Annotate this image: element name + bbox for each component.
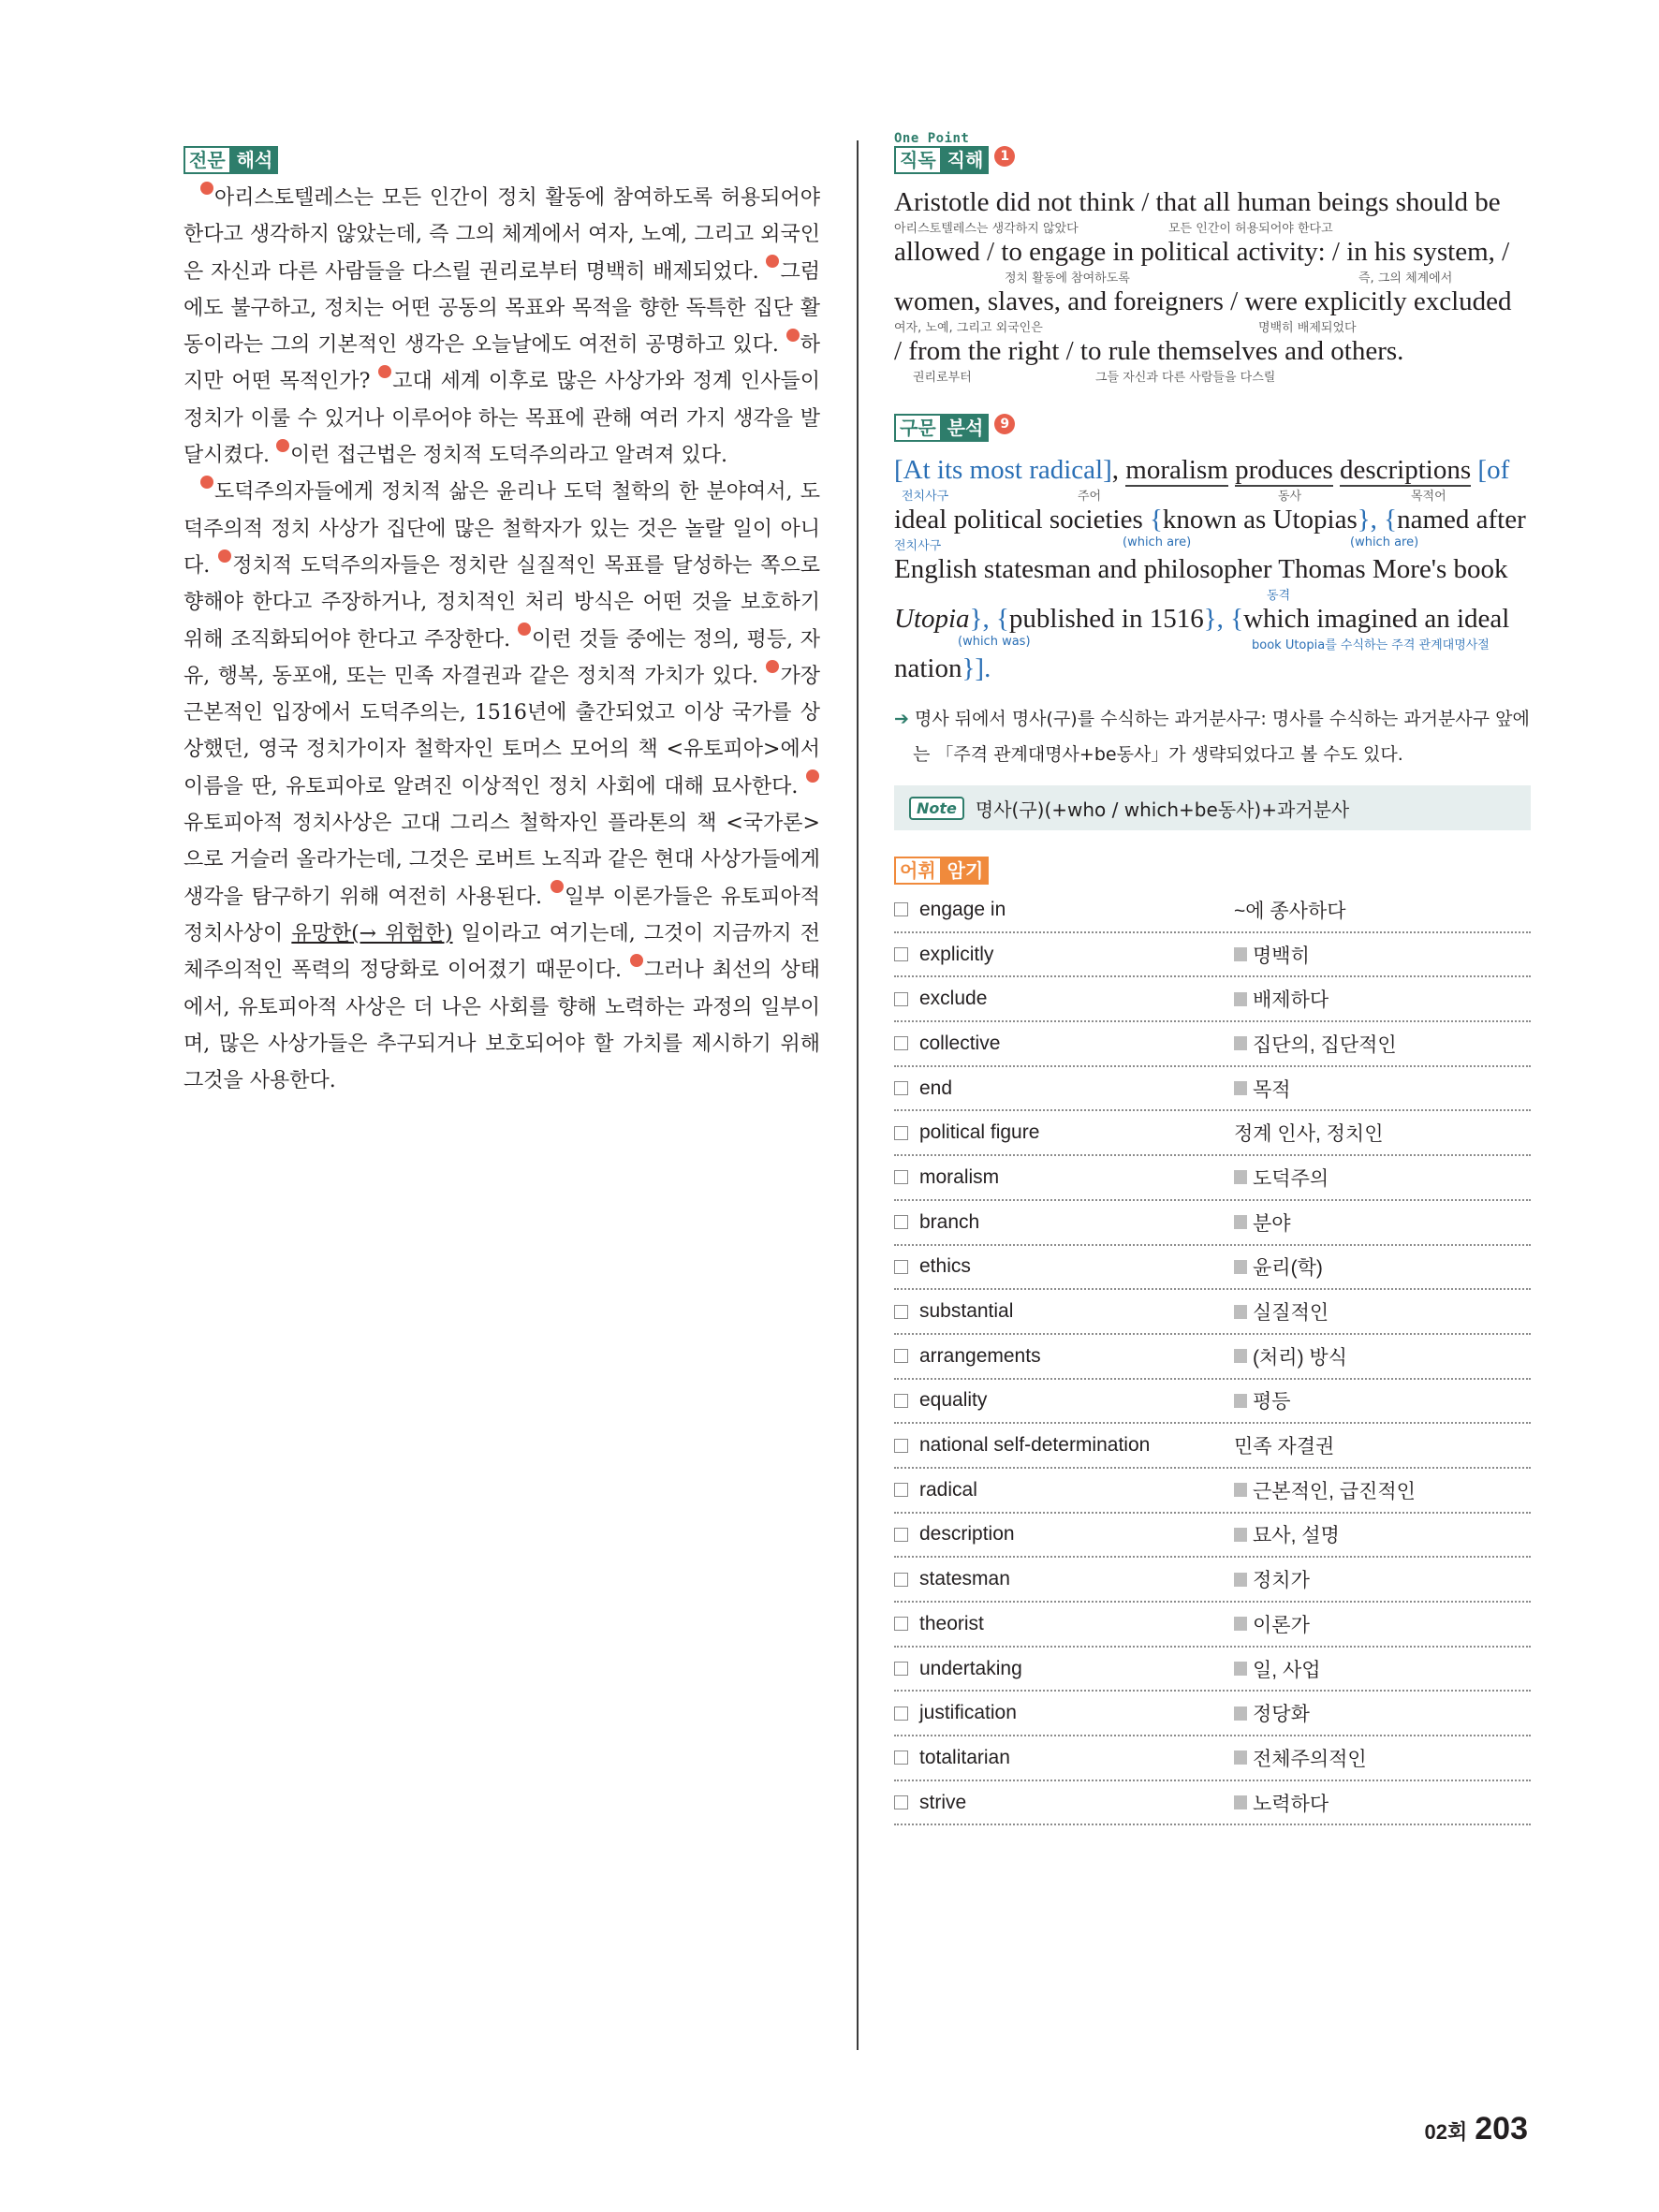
vocab-row (894, 1156, 1531, 1201)
section-tag-analysis (894, 414, 1015, 442)
sentence-7: 정치적 도덕주의자들은 정치란 실질적인 목표를 달성하는 쪽으로 향해야 한다고 주장하거나, 정치적인 처리 방식은 어떤 것을 보호하기 위해 조직화되어야 한다고 주장한다. (184, 553, 821, 652)
part-of-speech-icon (1234, 1795, 1247, 1809)
sentence-5: 이런 접근법은 정치적 도덕주의라고 알려져 있다. (290, 444, 728, 468)
sentence-marker (518, 623, 531, 636)
vocab-word: engage in (919, 898, 1006, 920)
gloss-line-4 (894, 367, 1531, 386)
gloss: 권리로부터 (913, 371, 972, 385)
part-of-speech-icon (1234, 1215, 1247, 1229)
full-translation-section (184, 146, 820, 1099)
part-of-speech-icon (1234, 992, 1247, 1006)
sentence-1: 아리스토텔레스는 모든 인간이 정치 활동에 참여하도록 허용되어야 한다고 생각하지 않았는데, 즉 그의 체계에서 여자, 노예, 그리고 외국인은 자신과 다른 사람들을 다스릴 권리로부터 명백히 배제되었다. (184, 186, 820, 284)
checkbox-icon[interactable] (894, 1483, 908, 1497)
vocab-meaning (1234, 1655, 1321, 1683)
note-text: 명사 뒤에서 명사(구)를 수식하는 과거분사구: 명사를 수식하는 과거분사구 앞에 (914, 709, 1530, 729)
vocab-word: description (919, 1523, 1015, 1545)
translation-paragraph-1 (184, 180, 820, 474)
gloss: 전치사구 (894, 539, 942, 553)
vocab-meaning-text: 집단의, 집단적인 (1253, 1033, 1397, 1056)
gloss: book Utopia를 수식하는 주격 관계대명사절 (1252, 638, 1490, 652)
vocab-row (894, 1424, 1531, 1469)
vocab-word: moralism (919, 1165, 1000, 1188)
checkbox-icon[interactable] (894, 1439, 908, 1453)
checkbox-icon[interactable] (894, 947, 908, 961)
vocab-row (894, 1558, 1531, 1603)
vocab-meaning-text: 정치가 (1253, 1570, 1310, 1592)
prep-phrase-open: [of (1471, 455, 1510, 485)
checkbox-icon[interactable] (894, 1215, 908, 1229)
analysis-gloss-3 (894, 585, 1531, 604)
vocab-row (894, 1201, 1531, 1246)
test-round: 02회 (1424, 2120, 1468, 2144)
vocab-word: statesman (919, 1568, 1010, 1590)
vocab-word: arrangements (919, 1344, 1041, 1367)
part-of-speech-icon (1234, 1662, 1247, 1676)
part-of-speech-icon (1234, 1394, 1247, 1408)
note-label: Note (909, 797, 964, 820)
tag-label-white: 어휘 (894, 857, 942, 885)
gloss: 목적어 (1411, 490, 1446, 504)
vocab-meaning (1234, 896, 1346, 924)
space (1228, 455, 1235, 485)
vocab-row (894, 1469, 1531, 1514)
vocab-row (894, 1111, 1531, 1156)
vocab-word: theorist (919, 1612, 984, 1634)
tag-label-orange: 암기 (942, 857, 990, 885)
sentence-number-badge: 1 (994, 146, 1015, 167)
brace: }, { (1203, 604, 1244, 634)
gloss: 주어 (1078, 490, 1102, 504)
vocab-meaning-text: (처리) 방식 (1253, 1346, 1347, 1369)
sentence-marker (200, 476, 213, 489)
checkbox-icon[interactable] (894, 1126, 908, 1140)
gloss: (which are) (1123, 535, 1192, 549)
object: descriptions (1340, 455, 1472, 485)
translation-paragraph-2 (184, 474, 820, 1099)
reading-line-4: / from the right / to rule themselves and others. (894, 336, 1404, 366)
gloss-line-3 (894, 317, 1531, 336)
right-column (894, 131, 1531, 1825)
note-box (894, 785, 1531, 830)
vocab-row (894, 1022, 1531, 1067)
section-tag-translation (184, 146, 278, 174)
sentence-12: 그러나 최선의 상태에서, 유토피아적 사상은 더 나은 사회를 향해 노력하는 과정의 일부이며, 많은 사상가들은 추구되거나 보호되어야 할 가치를 제시하기 위해 그것을 사용한다. (184, 959, 820, 1093)
checkbox-icon[interactable] (894, 1394, 908, 1408)
vocab-row (894, 933, 1531, 978)
page-footer (1425, 2111, 1528, 2147)
gloss: 전치사구 (902, 490, 949, 504)
sentence-marker (786, 329, 800, 342)
vocab-meaning (1234, 1431, 1334, 1459)
vocab-word: ethics (919, 1255, 971, 1278)
vocab-meaning (1234, 1386, 1291, 1414)
part-of-speech-icon (1234, 1483, 1247, 1497)
sentence-marker (276, 439, 289, 452)
gloss: 동사 (1278, 490, 1302, 504)
vocab-row (894, 1648, 1531, 1692)
sentence-marker (766, 660, 779, 673)
gloss: 여자, 노예, 그리고 외국인은 (894, 321, 1043, 335)
sentence-marker (766, 255, 779, 268)
checkbox-icon[interactable] (894, 1662, 908, 1676)
vocab-meaning-text: 실질적인 (1253, 1302, 1329, 1325)
vocab-row (894, 1380, 1531, 1425)
part-of-speech-icon (1234, 1707, 1247, 1721)
vocab-row (894, 1736, 1531, 1781)
vocab-word: undertaking (919, 1657, 1022, 1679)
part-of-speech-icon (1234, 1305, 1247, 1319)
vocab-meaning-text: 윤리(학) (1253, 1257, 1323, 1280)
part-of-speech-icon (1234, 1260, 1247, 1274)
sentence-8: 이런 것들 중에는 정의, 평등, 자유, 행복, 동포애, 또는 민족 자결권과 같은 정치적 가치가 있다. (184, 627, 820, 688)
sentence-11a: 일부 이론가들은 유토피아적 정치사상이 (184, 885, 820, 945)
vocab-meaning-text: 묘사, 설명 (1253, 1525, 1340, 1547)
vocab-meaning (1234, 1565, 1310, 1593)
gloss: 명백히 배제되었다 (1258, 321, 1357, 335)
part-of-speech-icon (1234, 1573, 1247, 1587)
vocab-word: exclude (919, 988, 988, 1010)
tag-label-white: 직독 (894, 146, 942, 174)
vocab-meaning (1234, 1164, 1329, 1192)
relative-clause: which imagined an ideal (1243, 604, 1510, 634)
note-line (894, 701, 1531, 737)
vocab-meaning-text: 전체주의적인 (1253, 1748, 1367, 1770)
vocab-meaning (1234, 1789, 1329, 1817)
vocab-meaning (1234, 985, 1329, 1013)
reading-line-3: women, slaves, and foreigners / were explicitly excluded (894, 286, 1512, 316)
sentence-analysis-section (894, 414, 1531, 830)
sentence-marker (200, 182, 213, 195)
part-of-speech-icon (1234, 947, 1247, 961)
tag-label-green: 분석 (942, 414, 990, 442)
sentence-marker (806, 769, 819, 783)
vocab-meaning-text: 배제하다 (1253, 989, 1329, 1012)
vocab-meaning (1234, 1075, 1291, 1103)
sentence-marker (630, 954, 643, 967)
vocab-row (894, 888, 1531, 933)
subject: moralism (1125, 455, 1228, 485)
checkbox-icon[interactable] (894, 1528, 908, 1542)
gloss: 그들 자신과 다른 사람들을 다스릴 (1095, 371, 1276, 385)
vocab-word: national self-determination (919, 1434, 1151, 1457)
brace: }]. (962, 653, 991, 683)
vocabulary-section (894, 857, 1531, 1825)
brace: }, { (1357, 505, 1398, 535)
checkbox-icon[interactable] (894, 1751, 908, 1765)
analysis-line-3: English statesman and philosopher Thomas More's book (894, 554, 1508, 584)
grammar-note (894, 701, 1531, 772)
reading-line-2: allowed / to engage in political activity: / in his system, / (894, 237, 1510, 267)
vocab-meaning (1234, 1342, 1347, 1370)
vocab-meaning-text: 도덕주의 (1253, 1167, 1329, 1190)
vocab-meaning-text: 근본적인, 급진적인 (1253, 1480, 1416, 1502)
part-of-speech-icon (1234, 1617, 1247, 1631)
sentence-6: 도덕주의자들에게 정치적 삶은 윤리나 도덕 철학의 한 분야여서, 도덕주의적 정치 사상가 집단에 많은 철학자가 있는 것은 놀랄 일이 아니다. (184, 480, 820, 578)
vocab-row (894, 1067, 1531, 1112)
tag-label-white: 구문 (894, 414, 942, 442)
vocab-word: strive (919, 1791, 967, 1813)
analysis-gloss-2 (894, 535, 1531, 554)
sentence-2: 그럼에도 불구하고, 정치는 어떤 공동의 목표와 목적을 향한 독특한 집단 활동이라는 그의 기본적인 생각은 오늘날에도 여전히 공명하고 있다. (184, 259, 820, 358)
gloss: 정치 활동에 참여하도록 (1005, 271, 1130, 286)
vocab-word: equality (919, 1389, 988, 1412)
vocab-word: explicitly (919, 943, 994, 965)
sentence-marker (551, 880, 564, 893)
part-of-speech-icon (1234, 1349, 1247, 1363)
sentence-11b: 일이라고 여기는데, 그것이 지금까지 전체주의적인 폭력의 정당화로 이어졌기 때문이다. (184, 921, 820, 983)
vocab-row (894, 1692, 1531, 1736)
sentence-10: 유토피아적 정치사상은 고대 그리스 철학자인 플라톤의 책 <국가론>으로 거슬러 올라가는데, 그것은 로버트 노직과 같은 현대 사상가들에게 생각을 탐구하기 위해 여전히 사용된다. (184, 812, 820, 909)
sentence-marker (218, 549, 231, 563)
vocab-meaning-text: 분야 (1253, 1212, 1291, 1235)
vocab-meaning (1234, 1699, 1310, 1727)
vocab-row (894, 1514, 1531, 1559)
analysis-line-4 (894, 604, 1531, 635)
vocab-meaning-text: 평등 (1253, 1391, 1291, 1414)
gloss: (which was) (958, 635, 1031, 649)
vocab-meaning (1234, 1610, 1310, 1638)
participle-phrase: published in 1516 (1008, 604, 1204, 634)
analysis-line-1 (894, 455, 1531, 486)
analysis-gloss-1 (894, 486, 1531, 505)
sentence-9: 가장 근본적인 입장에서 도덕주의는, 1516년에 출간되었고 이상 국가를 상상했던, 영국 정치가이자 철학자인 토머스 모어의 책 <유토피아>에서 이름을 딴, 유토피아로 알려진 이상적인 정치 사회에 대해 묘사한다. (184, 664, 820, 798)
sentence-number-badge: 9 (994, 414, 1015, 434)
vocab-meaning-text: 노력하다 (1253, 1793, 1329, 1815)
tag-label-white: 전문 (184, 146, 231, 174)
page-number: 203 (1475, 2111, 1528, 2146)
punct: , (1111, 455, 1126, 485)
participle-phrase: known as Utopias (1162, 505, 1358, 535)
vocab-meaning-text: 정계 인사, 정치인 (1234, 1123, 1384, 1146)
participle-phrase: named after (1397, 505, 1526, 535)
part-of-speech-icon (1234, 1170, 1247, 1184)
noun-phrase: ideal political societies (894, 505, 1143, 535)
vocab-meaning-text: ~에 종사하다 (1234, 900, 1346, 922)
vocab-meaning (1234, 1030, 1397, 1058)
vocab-meaning-text: 정당화 (1253, 1704, 1310, 1726)
space (1333, 455, 1340, 485)
brace: { (1142, 505, 1163, 535)
checkbox-icon[interactable] (894, 902, 908, 916)
direct-reading-section (894, 131, 1531, 386)
gloss-line-1 (894, 218, 1531, 237)
vocab-row (894, 1781, 1531, 1826)
vocab-word: political figure (919, 1121, 1040, 1144)
sentence-marker (378, 365, 391, 378)
gloss: 아리스토텔레스는 생각하지 않았다 (894, 222, 1079, 236)
checkbox-icon[interactable] (894, 1795, 908, 1809)
vocab-meaning (1234, 1119, 1384, 1147)
checkbox-icon[interactable] (894, 1170, 908, 1184)
note-line: 는 「주격 관계대명사+be동사」가 생략되었다고 볼 수도 있다. (913, 744, 1403, 765)
verb: produces (1235, 455, 1333, 485)
vocab-word: substantial (919, 1300, 1014, 1323)
checkbox-icon[interactable] (894, 1617, 908, 1631)
vocab-word: justification (919, 1702, 1017, 1724)
gloss: 동격 (1267, 589, 1291, 603)
vocab-meaning-text: 목적 (1253, 1078, 1291, 1101)
analysis-line-2 (894, 505, 1531, 535)
checkbox-icon[interactable] (894, 1081, 908, 1095)
vocab-row (894, 1335, 1531, 1380)
vocab-row (894, 977, 1531, 1022)
vocab-row (894, 1603, 1531, 1648)
checkbox-icon[interactable] (894, 1260, 908, 1274)
book-title: Utopia (894, 604, 970, 634)
brace: }, { (969, 604, 1009, 634)
vocab-meaning (1234, 1520, 1340, 1548)
vocab-meaning (1234, 1744, 1367, 1772)
tag-label-green: 직해 (942, 146, 990, 174)
vocab-row (894, 1290, 1531, 1335)
vocab-meaning-text: 민족 자결권 (1234, 1436, 1335, 1458)
arrow-icon: ➔ (894, 709, 909, 729)
vocab-meaning (1234, 941, 1310, 969)
part-of-speech-icon (1234, 1036, 1247, 1050)
vocab-word: radical (919, 1478, 977, 1501)
noun: nation (894, 653, 962, 683)
checkbox-icon[interactable] (894, 1707, 908, 1721)
vocab-meaning (1234, 1476, 1416, 1504)
tag-label-green: 해석 (231, 146, 279, 174)
sentence-4: 고대 세계 이후로 많은 사상가와 정계 인사들이 정치가 이룰 수 있거나 이루어야 하는 목표에 관해 여러 가지 생각을 발달시켰다. (184, 370, 820, 468)
checkbox-icon[interactable] (894, 1036, 908, 1050)
vocab-meaning (1234, 1209, 1291, 1237)
vocab-word: end (919, 1077, 953, 1099)
vocab-word: branch (919, 1210, 980, 1233)
checkbox-icon[interactable] (894, 1349, 908, 1363)
checkbox-icon[interactable] (894, 1573, 908, 1587)
vocab-word: collective (919, 1032, 1001, 1054)
gloss: 즉, 그의 체계에서 (1358, 271, 1453, 286)
prep-phrase-bracket: [At its most radical] (894, 455, 1112, 485)
part-of-speech-icon (1234, 1751, 1247, 1765)
section-tag-direct-reading (894, 146, 1015, 174)
checkbox-icon[interactable] (894, 1305, 908, 1319)
column-divider (857, 140, 859, 2050)
vocab-meaning (1234, 1297, 1329, 1326)
analysis-gloss-4 (894, 635, 1531, 653)
gloss: (which are) (1350, 535, 1419, 549)
section-tag-vocabulary (894, 857, 989, 885)
note-box-text: 명사(구)(+who / which+be동사)+과거분사 (975, 798, 1350, 821)
one-point-label: One Point (894, 131, 970, 146)
vocab-meaning-text: 이론가 (1253, 1614, 1310, 1636)
vocab-meaning-text: 명백히 (1253, 945, 1310, 967)
reading-line-1: Aristotle did not think / that all human beings should be (894, 187, 1501, 217)
underlined-phrase: 유망한(→ 위험한) (291, 921, 453, 945)
part-of-speech-icon (1234, 1528, 1247, 1542)
sentence-3: 하지만 어떤 목적인가? (184, 333, 820, 394)
analysis-line-5 (894, 653, 1531, 684)
vocab-row (894, 1246, 1531, 1291)
vocab-word: totalitarian (919, 1746, 1010, 1768)
vocab-meaning-text: 일, 사업 (1253, 1659, 1321, 1681)
gloss: 모든 인간이 허용되어야 한다고 (1168, 222, 1333, 236)
vocab-meaning (1234, 1252, 1323, 1281)
part-of-speech-icon (1234, 1081, 1247, 1095)
checkbox-icon[interactable] (894, 992, 908, 1006)
vocabulary-list (894, 888, 1531, 1825)
gloss-line-2 (894, 268, 1531, 286)
